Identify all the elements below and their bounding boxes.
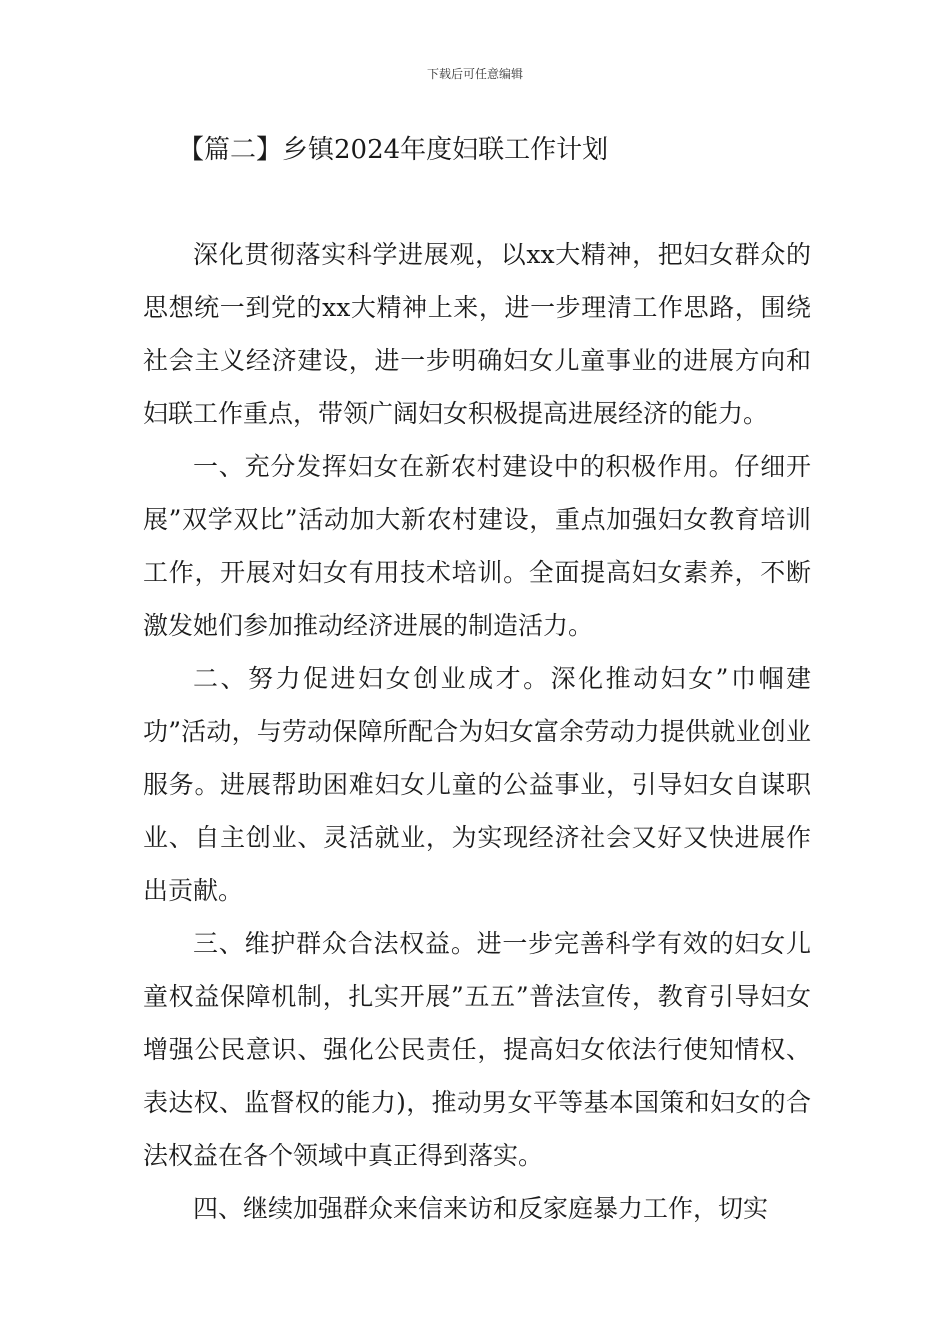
document-body [143,228,811,1235]
paragraph-intro: 深化贯彻落实科学进展观，以xx大精神，把妇女群众的思想统一到党的xx大精神上来，进一步理清工作思路，围绕社会主义经济建设，进一步明确妇女儿童事业的进展方向和妇联工作重点，带领广阔妇女积极提高进展经济的能力。 [143,240,811,428]
paragraph-section-2: 二、努力促进妇女创业成才。深化推动妇女”巾帼建功”活动，与劳动保障所配合为妇女富余劳动力提供就业创业服务。进展帮助困难妇女儿童的公益事业，引导妇女自谋职业、自主创业、灵活就业，为实现经济社会又好又快进展作出贡献。 [143,664,811,905]
document-title: 【篇二】乡镇2024年度妇联工作计划 [178,135,609,165]
header-note: 下载后可任意编辑 [426,67,523,81]
paragraph-section-4: 四、继续加强群众来信来访和反家庭暴力工作，切实 [193,1194,769,1223]
paragraph-section-1: 一、充分发挥妇女在新农村建设中的积极作用。仔细开展”双学双比”活动加大新农村建设，重点加强妇女教育培训工作，开展对妇女有用技术培训。全面提高妇女素养，不断激发她们参加推动经济进展的制造活力。 [143,452,811,640]
paragraph-section-3: 三、维护群众合法权益。进一步完善科学有效的妇女儿童权益保障机制，扎实开展”五五”普法宣传，教育引导妇女增强公民意识、强化公民责任，提高妇女依法行使知情权、表达权、监督权的能力)，推动男女平等基本国策和妇女的合法权益在各个领域中真正得到落实。 [143,929,811,1170]
